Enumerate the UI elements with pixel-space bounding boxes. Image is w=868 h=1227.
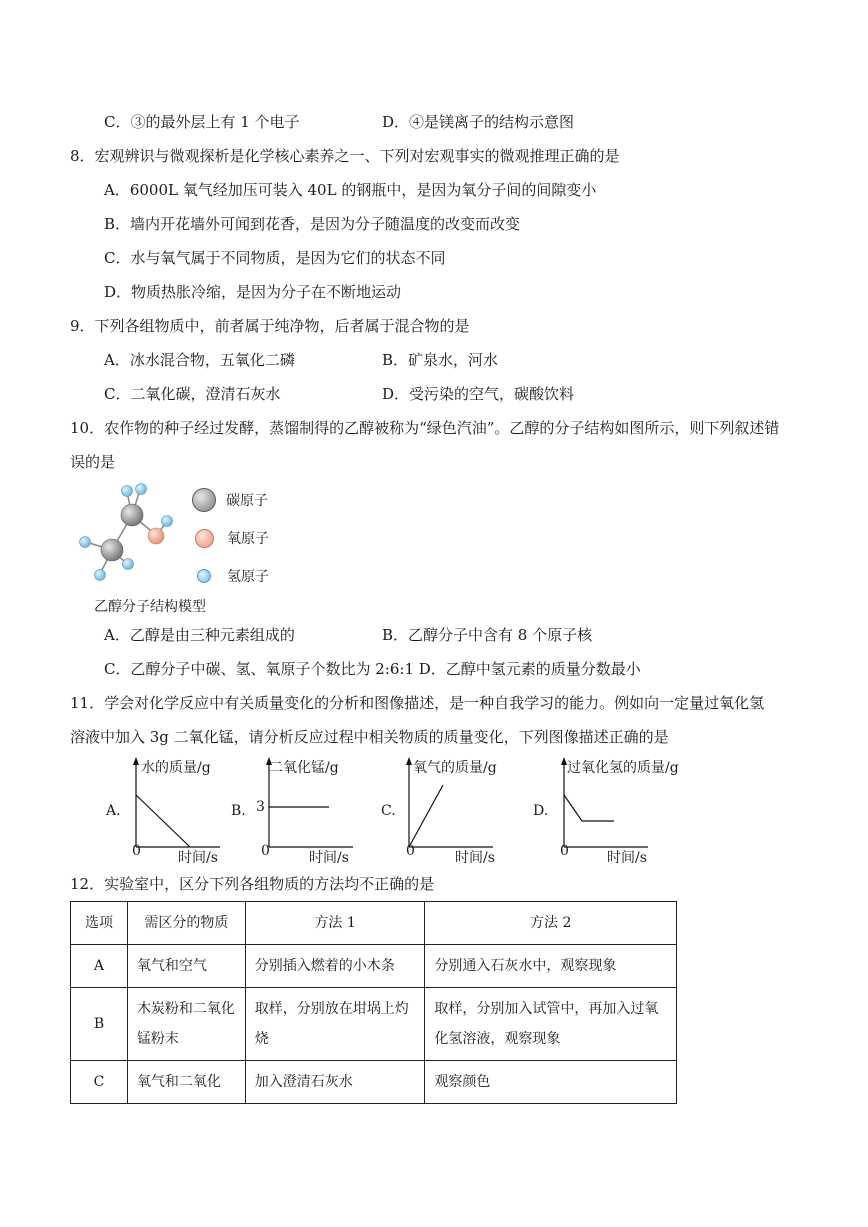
- legend-oxygen: [195, 528, 269, 548]
- graph-b-letter: B.: [231, 803, 246, 819]
- legend-hydrogen: [197, 566, 269, 586]
- graph-b-ytick: 3: [256, 799, 265, 815]
- table-cell: A: [71, 945, 128, 988]
- graph-c-ylabel: 氧气的质量/g: [413, 760, 497, 776]
- q9-option-c: C．二氧化碳，澄清石灰水: [104, 385, 281, 403]
- q10-option-a: A．乙醇是由三种元素组成的: [104, 626, 295, 644]
- q8-option-b: B．墙内开花墙外可闻到花香，是因为分子随温度的改变而改变: [104, 215, 521, 233]
- carbon-atom-icon: [192, 488, 216, 512]
- table-cell: B: [71, 988, 128, 1061]
- q9-option-b: B．矿泉水，河水: [382, 351, 499, 369]
- table-row: [71, 1061, 677, 1104]
- graph-d-ylabel: 过氧化氢的质量/g: [567, 760, 679, 776]
- graph-a-letter: A.: [106, 803, 121, 819]
- graph-d-xlabel: 时间/s: [607, 850, 647, 866]
- graph-c-curve: [409, 785, 443, 847]
- q8-stem: 8．宏观辨识与微观探析是化学核心素养之一、下列对宏观事实的微观推理正确的是: [70, 147, 620, 165]
- q12-table: [70, 901, 677, 1104]
- graph-a-origin: 0: [132, 843, 141, 859]
- q11-stem-line2: 溶液中加入 3g 二氧化锰，请分析反应过程中相关物质的质量变化，下列图像描述正确的是: [70, 728, 669, 746]
- graph-c-xlabel: 时间/s: [455, 850, 495, 866]
- legend-carbon-label: 碳原子: [226, 493, 268, 509]
- legend-hydrogen-label: 氢原子: [227, 569, 269, 585]
- q7-option-c: C．③的最外层上有 1 个电子: [104, 113, 300, 131]
- graph-a-ylabel: 水的质量/g: [141, 760, 211, 776]
- table-cell: 分别插入燃着的小木条: [245, 945, 425, 988]
- q9-option-a: A．冰水混合物，五氧化二磷: [104, 351, 295, 369]
- graph-a-y-arrow: [133, 757, 139, 765]
- table-header-row: [71, 902, 677, 945]
- table-header-cell: 方法 1: [245, 902, 425, 945]
- oxygen-atom-icon: [195, 529, 214, 548]
- table-cell: 观察颜色: [425, 1061, 677, 1104]
- graph-a-curve: [136, 795, 190, 847]
- graph-c-letter: C.: [381, 803, 396, 819]
- table-cell: C: [71, 1061, 128, 1104]
- table-cell: 氧气和二氧化: [127, 1061, 245, 1104]
- table-header-cell: 需区分的物质: [127, 902, 245, 945]
- q9-stem: 9．下列各组物质中，前者属于纯净物，后者属于混合物的是: [70, 317, 470, 335]
- table-header-cell: 选项: [71, 902, 128, 945]
- graph-d-origin: 0: [560, 843, 569, 859]
- ethanol-molecule-model: [72, 480, 192, 585]
- table-cell: 取样，分别加入试管中，再加入过氧化氢溶液，观察现象: [425, 988, 677, 1061]
- hydrogen-atom-icon: [197, 569, 211, 583]
- table-cell: 氧气和空气: [127, 945, 245, 988]
- q10-option-cd: C．乙醇分子中碳、氢、氧原子个数比为 2:6:1 D．乙醇中氢元素的质量分数最小: [104, 660, 641, 678]
- graph-d-curve: [564, 795, 614, 821]
- q8-option-c: C．水与氧气属于不同物质，是因为它们的状态不同: [104, 249, 446, 267]
- q10-stem-line1: 10．农作物的种子经过发酵，蒸馏制得的乙醇被称为“绿色汽油”。乙醇的分子结构如图所示，则下列叙述错: [70, 419, 780, 437]
- q12-stem: 12．实验室中，区分下列各组物质的方法均不正确的是: [70, 875, 435, 893]
- graph-a-xlabel: 时间/s: [178, 850, 218, 866]
- q7-option-d: D．④是镁离子的结构示意图: [382, 113, 575, 131]
- model-caption: 乙醇分子结构模型: [94, 599, 206, 615]
- table-row: [71, 945, 677, 988]
- table-header-cell: 方法 2: [425, 902, 677, 945]
- q11-stem-line1: 11．学会对化学反应中有关质量变化的分析和图像描述，是一种自我学习的能力。例如向一定量过氧化氢: [70, 694, 765, 712]
- graph-b-origin: 0: [261, 843, 270, 859]
- graph-b-xlabel: 时间/s: [309, 850, 349, 866]
- q8-option-a: A．6000L 氧气经加压可装入 40L 的钢瓶中，是因为氧分子间的间隙变小: [104, 181, 597, 199]
- q10-stem-line2: 误的是: [70, 453, 116, 471]
- q10-option-b: B．乙醇分子中含有 8 个原子核: [382, 626, 593, 644]
- q8-option-d: D．物质热胀冷缩，是因为分子在不断地运动: [104, 283, 402, 301]
- graph-d-letter: D.: [533, 803, 549, 819]
- table-cell: 取样，分别放在坩埚上灼烧: [245, 988, 425, 1061]
- legend-oxygen-label: 氧原子: [227, 531, 269, 547]
- graph-b-ylabel: 二氧化锰/g: [269, 760, 339, 776]
- table-cell: 加入澄清石灰水: [245, 1061, 425, 1104]
- table-row: [71, 988, 677, 1061]
- legend-carbon: [192, 488, 268, 512]
- table-cell: 木炭粉和二氧化锰粉末: [127, 988, 245, 1061]
- table-cell: 分别通入石灰水中，观察现象: [425, 945, 677, 988]
- q9-option-d: D．受污染的空气，碳酸饮料: [382, 385, 575, 403]
- graph-c-origin: 0: [406, 843, 415, 859]
